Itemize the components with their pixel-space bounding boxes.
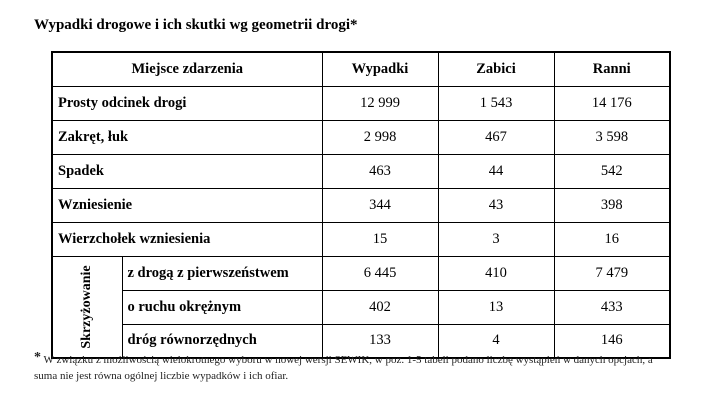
- table-row: [52, 222, 670, 256]
- row-label: dróg równorzędnych: [122, 324, 322, 358]
- footnote-marker: *: [34, 350, 41, 365]
- row-label: Wierzchołek wzniesienia: [52, 222, 322, 256]
- accidents-value: 402: [322, 290, 438, 324]
- table-row: [52, 256, 670, 290]
- row-label: Prosty odcinek drogi: [52, 86, 322, 120]
- column-header-killed: Zabici: [438, 52, 554, 86]
- killed-value: 43: [438, 188, 554, 222]
- killed-value: 410: [438, 256, 554, 290]
- accidents-value: 15: [322, 222, 438, 256]
- page-title: Wypadki drogowe i ich skutki wg geometrii drogi*: [34, 17, 358, 33]
- row-label: Zakręt, łuk: [52, 120, 322, 154]
- accidents-value: 2 998: [322, 120, 438, 154]
- row-label: z drogą z pierwszeństwem: [122, 256, 322, 290]
- column-header-location: Miejsce zdarzenia: [52, 52, 322, 86]
- killed-value: 13: [438, 290, 554, 324]
- killed-value: 3: [438, 222, 554, 256]
- group-label-cell: [52, 256, 122, 358]
- injured-value: 146: [554, 324, 670, 358]
- injured-value: 3 598: [554, 120, 670, 154]
- column-header-accidents: Wypadki: [322, 52, 438, 86]
- row-label: Spadek: [52, 154, 322, 188]
- injured-value: 542: [554, 154, 670, 188]
- table-row: [52, 154, 670, 188]
- injured-value: 16: [554, 222, 670, 256]
- killed-value: 1 543: [438, 86, 554, 120]
- table-row: [52, 290, 670, 324]
- accidents-value: 463: [322, 154, 438, 188]
- injured-value: 7 479: [554, 256, 670, 290]
- group-label: Skrzyżowanie: [79, 265, 95, 349]
- table-header-row: [52, 52, 670, 86]
- row-label: o ruchu okrężnym: [122, 290, 322, 324]
- accidents-value: 12 999: [322, 86, 438, 120]
- row-label: Wzniesienie: [52, 188, 322, 222]
- footnote: [34, 352, 664, 384]
- table-row: [52, 120, 670, 154]
- injured-value: 14 176: [554, 86, 670, 120]
- table-row: [52, 188, 670, 222]
- footnote-text: W związku z możliwością wielokrotnego wyboru w nowej wersji SEWIK, w poz. 1-5 tabeli podano liczbę wystąpień w danych opcjach, a suma nie jest równa ogólnej liczbie wypadków i ich ofiar.: [34, 354, 653, 382]
- accidents-value: 133: [322, 324, 438, 358]
- column-header-injured: Ranni: [554, 52, 670, 86]
- accidents-table: [51, 51, 671, 359]
- table-row: [52, 86, 670, 120]
- killed-value: 44: [438, 154, 554, 188]
- injured-value: 433: [554, 290, 670, 324]
- accidents-value: 344: [322, 188, 438, 222]
- killed-value: 4: [438, 324, 554, 358]
- killed-value: 467: [438, 120, 554, 154]
- injured-value: 398: [554, 188, 670, 222]
- accidents-value: 6 445: [322, 256, 438, 290]
